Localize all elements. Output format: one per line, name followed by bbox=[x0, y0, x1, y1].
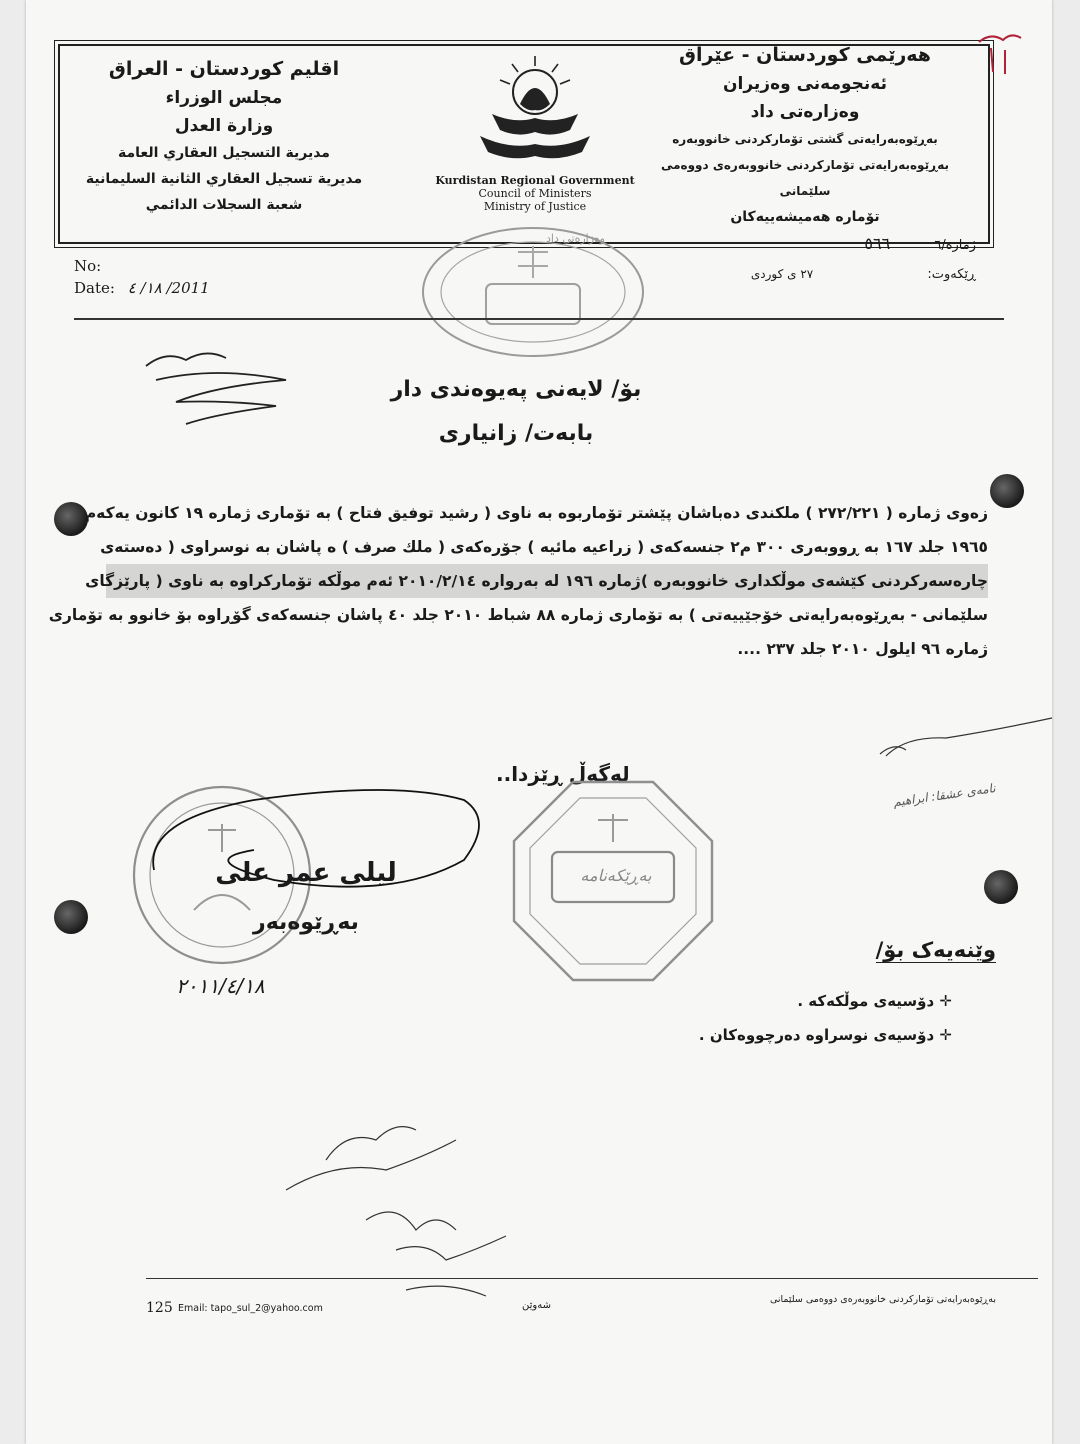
kurdish-ministry: وەزارەتی داد bbox=[750, 102, 860, 122]
stamp-octagon-text: بەڕێکەنامە bbox=[580, 866, 652, 885]
binder-hole bbox=[54, 502, 88, 536]
letterhead-center bbox=[430, 52, 640, 213]
kurdish-section: تۆمارە هەمیشەییەکان bbox=[730, 209, 880, 225]
date-label-ku: ڕێکەوت: bbox=[927, 267, 976, 282]
number-label-ku: ژمارە/٦ bbox=[934, 238, 976, 253]
body-line: ژمارە ٩٦ ایلول ٢٠١٠ جلد ٢٣٧ .... bbox=[737, 640, 988, 658]
letterhead bbox=[58, 44, 990, 244]
handwritten-scribble-icon bbox=[136, 340, 306, 430]
binder-hole bbox=[984, 870, 1018, 904]
official-stamp-top-icon bbox=[418, 222, 648, 362]
copies-list bbox=[652, 984, 952, 1052]
date-value: ١٨/ ٤ /2011 bbox=[127, 279, 210, 297]
subject-to: بۆ/ لایەنی پەیوەندی دار bbox=[390, 377, 642, 402]
handwritten-mark-icon bbox=[971, 28, 1031, 78]
kurdish-directorate-second: بەڕێوەبەرایەتی تۆمارکردنی خانووبەرەی دووەمی سلێمانی bbox=[660, 158, 950, 198]
letter-body bbox=[48, 496, 988, 666]
body-line: ١٩٦٥ جلد ١٦٧ بە ڕووبەری ٣٠٠ م٢ جنسەکەی ( زراعیه مائیه ) جۆرەکەی ( ملك صرف ) ە پاشان بە نوسراوی ( دەستەی bbox=[100, 538, 988, 556]
copies-title: وێنەیەک بۆ/ bbox=[875, 938, 996, 962]
body-line: زەوی ژمارە ( ٢٧٢/٢٢١ ) ملکندی دەباشان پێشتر تۆماربوە بە ناوی ( رشید توفیق فتاح ) بە تۆماری ژمارە ١٩ کانون یەکەم bbox=[84, 504, 988, 522]
no-label: No: bbox=[74, 257, 102, 275]
english-council: Council of Ministers bbox=[478, 187, 592, 200]
arabic-region: اقليم كوردستان - العراق bbox=[108, 58, 340, 80]
ref-block-latin bbox=[74, 255, 210, 299]
kurdish-directorate-general: بەڕێوەبەرایەتی گشتی تۆمارکردنی خانووبەرە bbox=[672, 132, 938, 146]
side-note: نامەی عشقا: ابراهیم bbox=[892, 781, 997, 810]
footer-center: شەوێن bbox=[522, 1300, 551, 1311]
plus-icon: ✛ bbox=[934, 992, 952, 1010]
footer-page-number: 125 bbox=[146, 1300, 173, 1316]
footer-divider bbox=[146, 1278, 1038, 1279]
number-value-ku: ٥٦٦ bbox=[864, 234, 891, 253]
signer-name: لیلی عمر علی bbox=[215, 858, 397, 888]
copy-item: ✛ دۆسیەی موڵکەکە . bbox=[797, 992, 952, 1010]
handwritten-line-icon bbox=[866, 716, 1056, 776]
english-ministry: Ministry of Justice bbox=[483, 200, 587, 213]
copy-item: ✛ دۆسیەی نوسراوە دەرچووەکان . bbox=[698, 1026, 952, 1044]
arabic-council: مجلس الوزراء bbox=[165, 88, 283, 108]
binder-hole bbox=[990, 474, 1024, 508]
signer-title: بەڕێوەبەر bbox=[253, 910, 359, 935]
body-line: سلێمانی - بەڕێوەبەرایەتی خۆجێییەتی ) بە تۆماری ژمارە ٨٨ شباط ٢٠١٠ جلد ٤٠ پاشان جنسەکەی گۆڕاوە بۆ خانوو بە تۆماری bbox=[48, 606, 988, 624]
document-page bbox=[26, 0, 1052, 1444]
plus-icon: ✛ bbox=[934, 1026, 952, 1044]
arabic-section: شعبة السجلات الدائمي bbox=[145, 197, 303, 213]
arabic-ministry: وزارة العدل bbox=[174, 116, 274, 136]
letterhead-kurdish bbox=[640, 40, 970, 230]
letterhead-arabic bbox=[74, 54, 374, 218]
footer-right: بەڕێوەبەرایەتی تۆمارکردنی خانووبەرەی دووەمی سلێمانی bbox=[769, 1294, 996, 1305]
krg-emblem-icon bbox=[470, 52, 600, 170]
subject-about: بابەت/ زانیاری bbox=[438, 421, 594, 446]
handwritten-notes-icon bbox=[246, 1100, 566, 1320]
arabic-directorate-general: مديرية التسجيل العقاري العامة bbox=[118, 145, 330, 161]
date-value-ku: ٢٧ ی کوردی bbox=[750, 267, 814, 281]
sign-date: ٢٠١١/٤/١٨ bbox=[176, 974, 265, 998]
footer-email: Email: tapo_sul_2@yahoo.com bbox=[178, 1303, 323, 1314]
stamp-top-text: وەزارەتی داد bbox=[546, 232, 606, 245]
kurdish-region: هەرێمی کوردستان - عێراق bbox=[679, 44, 931, 66]
subject-block bbox=[326, 368, 706, 456]
ref-block-kurdish bbox=[676, 230, 976, 289]
closing-regards: لەگەڵ ڕێزدا.. bbox=[496, 762, 630, 786]
body-line-highlighted: چارەسەرکردنی کێشەی موڵکداری خانووبەرە )ژمارە ١٩٦ لە بەرواره ٢٠١٠/٢/١٤ ئەم موڵکه تۆمارکراوە بە ناوی ( پارێزگای bbox=[106, 564, 988, 598]
date-label: Date: bbox=[74, 279, 115, 297]
arabic-directorate-second: مديرية تسجيل العقاري الثانية السليمانية bbox=[85, 171, 363, 187]
signature-icon bbox=[134, 760, 504, 920]
binder-hole bbox=[54, 900, 88, 934]
kurdish-council: ئەنجومەنی وەزیران bbox=[722, 74, 887, 94]
english-org: Kurdistan Regional Government bbox=[435, 174, 635, 187]
header-divider bbox=[74, 318, 1004, 320]
